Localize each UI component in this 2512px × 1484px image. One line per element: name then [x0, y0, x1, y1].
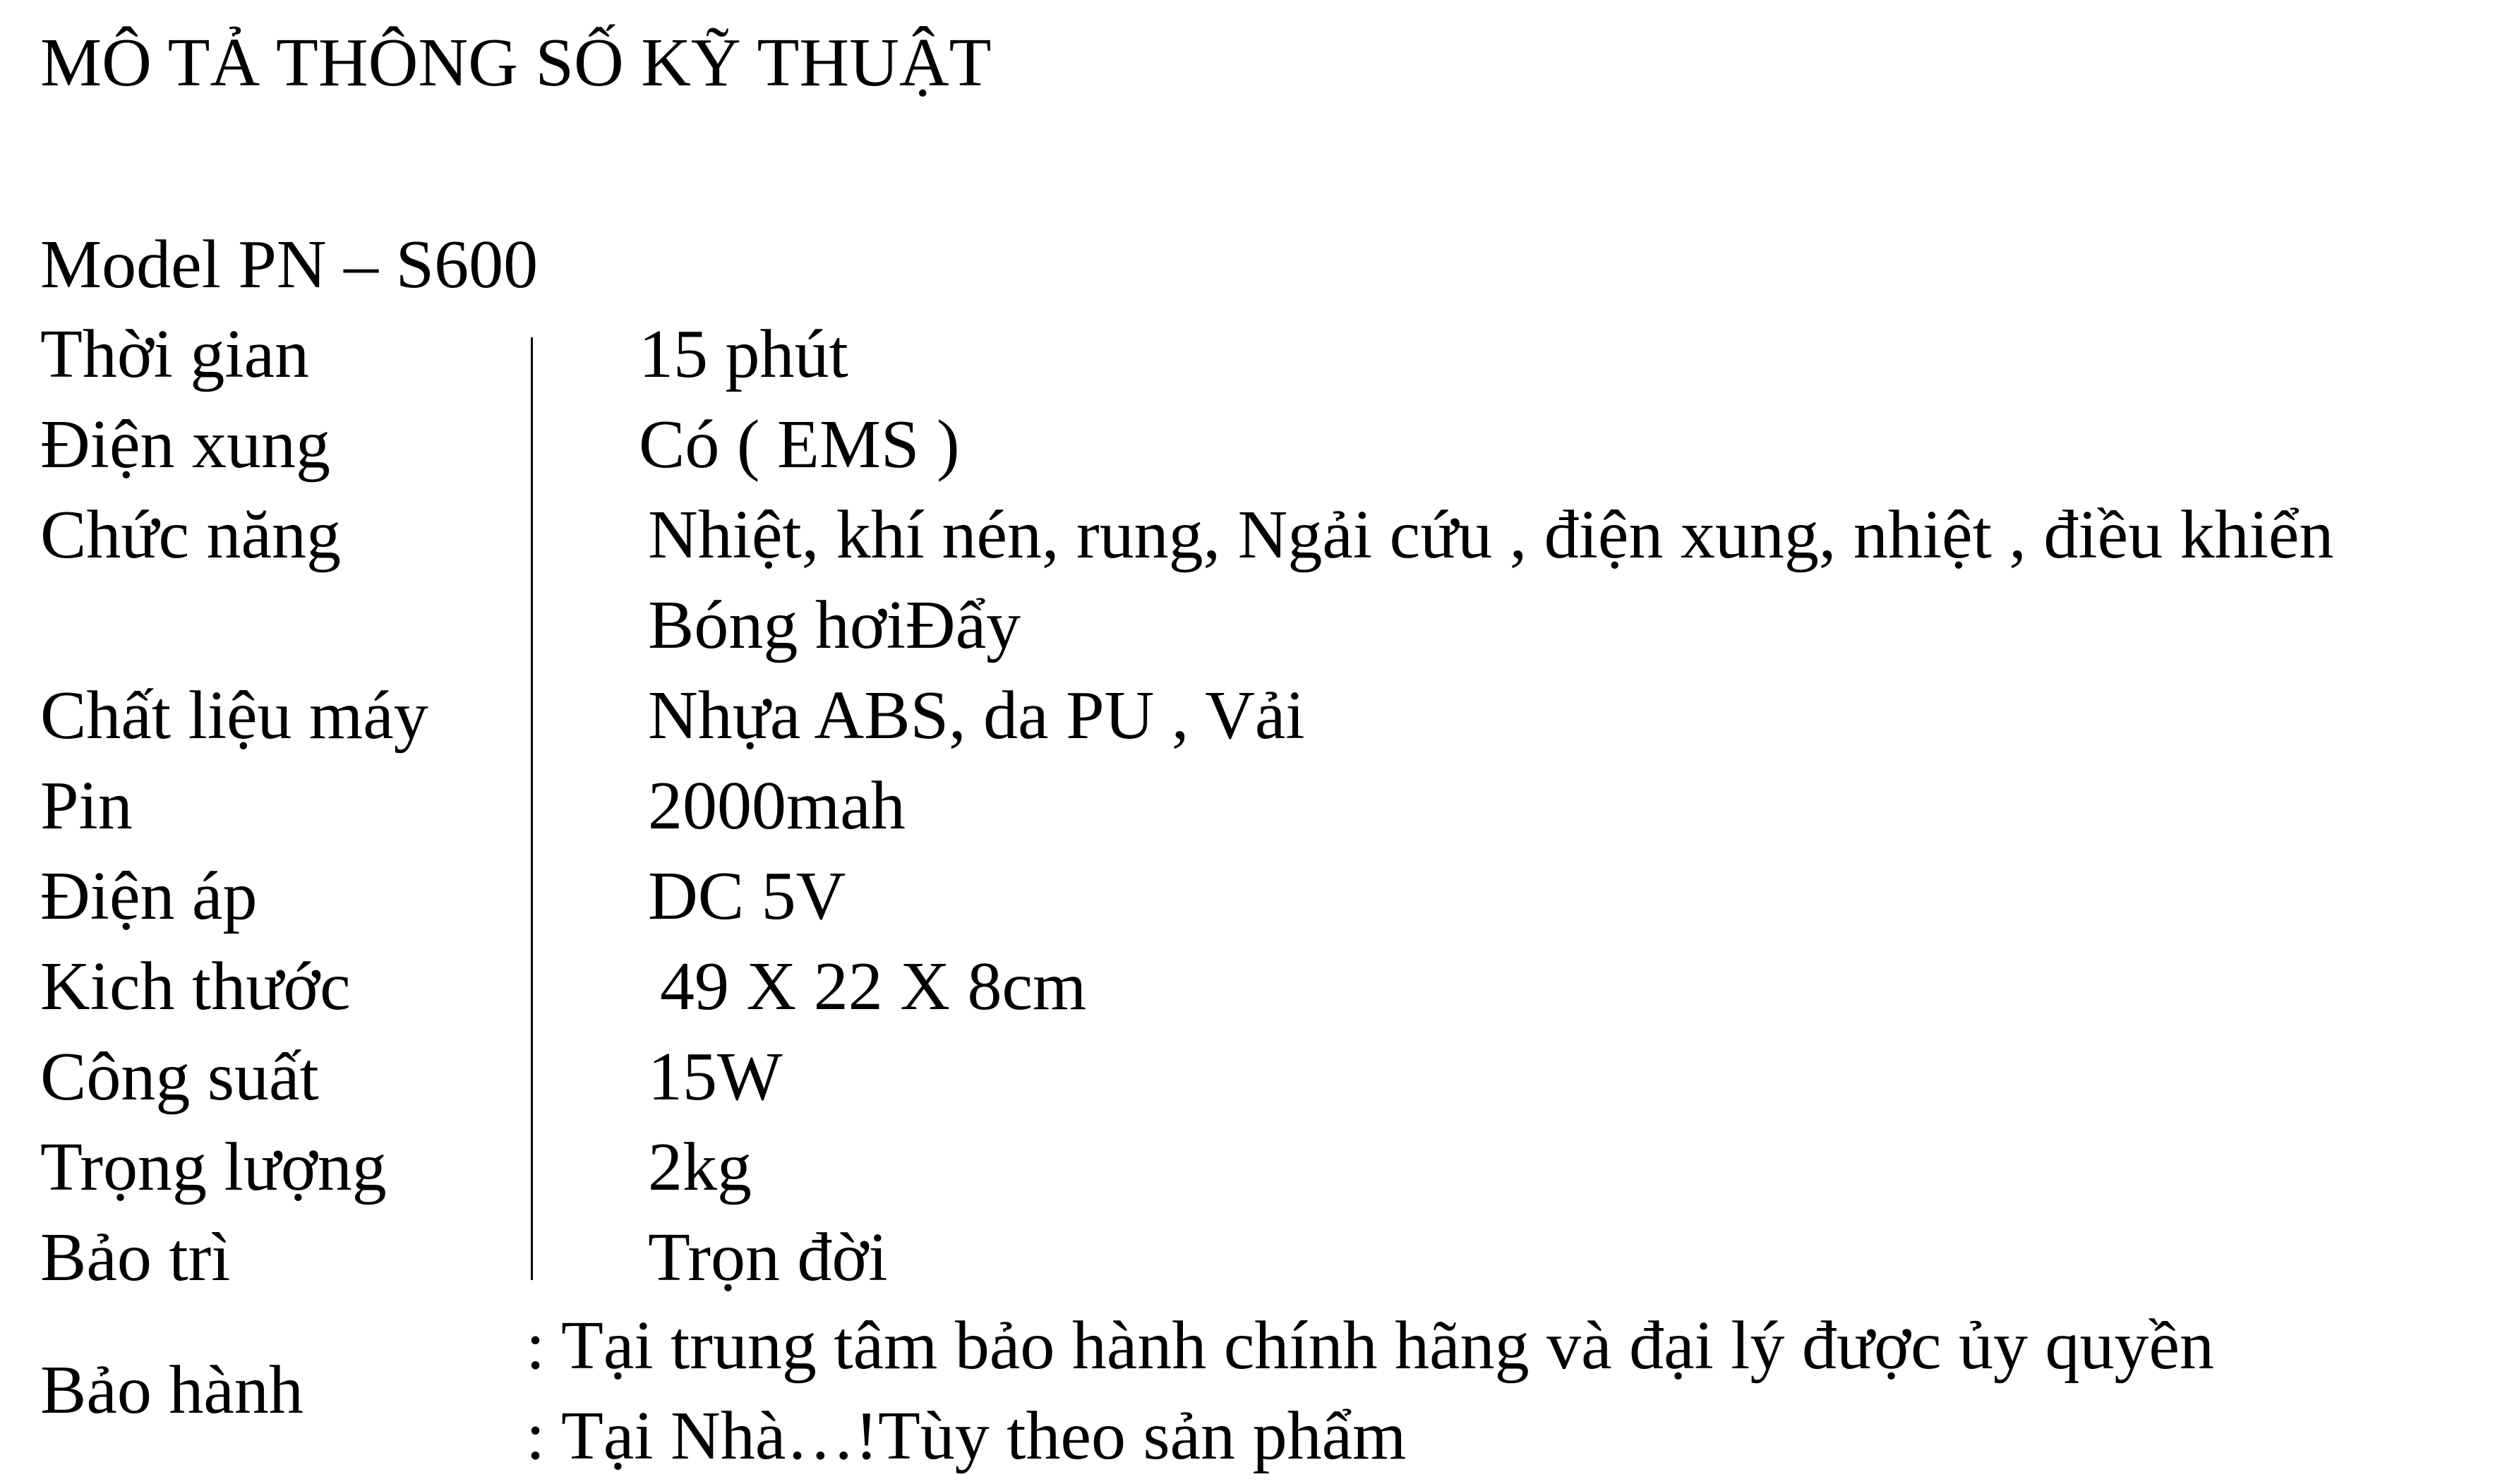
spec-value: 2kg — [648, 1129, 752, 1205]
spec-value: DC 5V — [648, 858, 846, 934]
spec-row-battery — [0, 761, 2512, 851]
spec-value: 15 phút — [639, 316, 848, 392]
spec-row-functions-cont — [0, 580, 2512, 670]
spec-label: Điện áp — [40, 858, 258, 934]
spec-value: Nhiệt, khí nén, rung, Ngải cứu , điện xung, nhiệt , điều khiển — [648, 497, 2334, 573]
spec-label: Điện xung — [40, 406, 330, 483]
spec-row-voltage — [0, 851, 2512, 941]
spec-value: Trọn đời — [648, 1219, 888, 1296]
warranty-label: Bảo hành — [40, 1352, 304, 1428]
spec-row-ems — [0, 399, 2512, 490]
spec-label: Công suất — [40, 1039, 319, 1115]
spec-value-continued: Bóng hơiĐẩy — [648, 587, 1021, 663]
spec-row-material — [0, 670, 2512, 761]
page-title: MÔ TẢ THÔNG SỐ KỸ THUẬT — [40, 25, 992, 101]
spec-label: Thời gian — [40, 316, 310, 392]
warranty-line-1: : Tại trung tâm bảo hành chính hãng và đại lý được ủy quyền — [526, 1308, 2214, 1384]
spec-row-maintenance — [0, 1212, 2512, 1303]
spec-value: Nhựa ABS, da PU , Vải — [648, 677, 1305, 754]
spec-label: Chức năng — [40, 497, 341, 573]
spec-value: 49 X 22 X 8cm — [660, 948, 1087, 1025]
spec-row-dimensions — [0, 941, 2512, 1032]
spec-value: Có ( EMS ) — [639, 406, 960, 483]
spec-label: Chất liệu máy — [40, 677, 428, 754]
spec-row-functions — [0, 490, 2512, 580]
spec-row-time — [0, 309, 2512, 399]
spec-label: Bảo trì — [40, 1219, 231, 1296]
spec-label: Kich thước — [40, 948, 351, 1025]
spec-label: Pin — [40, 768, 133, 844]
model-name: Model PN – S600 — [40, 227, 539, 303]
spec-value: 2000mah — [648, 768, 906, 844]
spec-row-weight — [0, 1122, 2512, 1212]
spec-value: 15W — [648, 1039, 783, 1115]
spec-label: Trọng lượng — [40, 1129, 387, 1205]
spec-row-power — [0, 1032, 2512, 1122]
warranty-line-2: : Tại Nhà…!Tùy theo sản phẩm — [526, 1398, 1407, 1474]
